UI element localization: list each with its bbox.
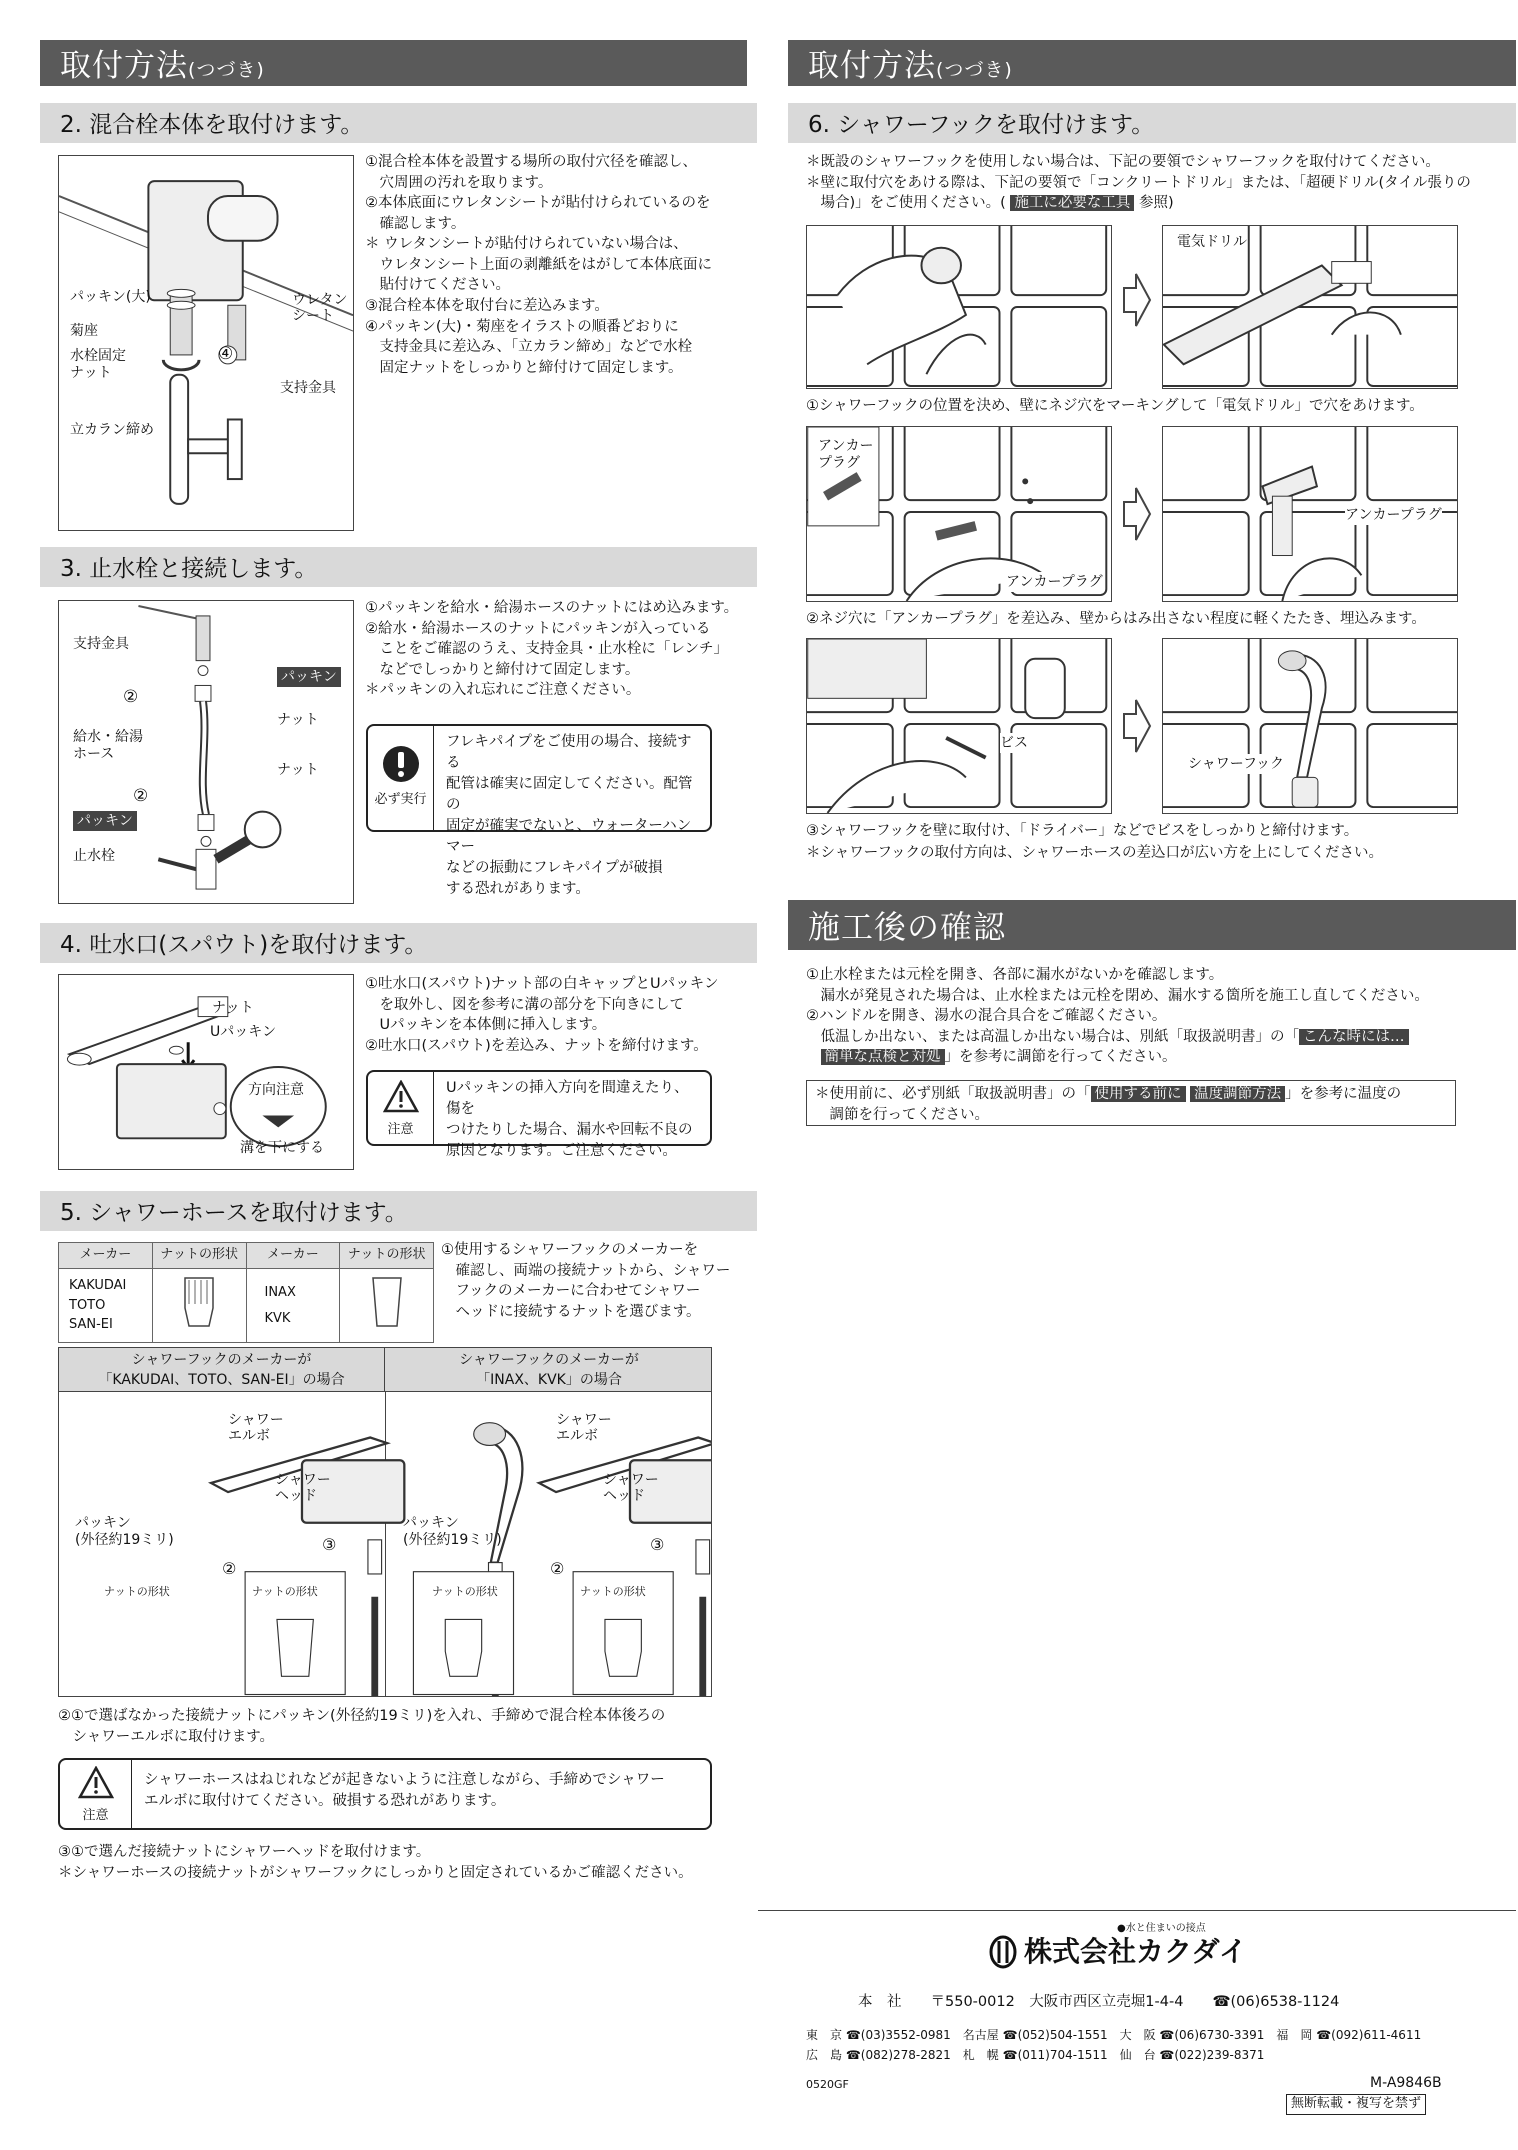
- footer-rule: [758, 1910, 1516, 1911]
- s2-steps: [365, 152, 712, 378]
- s5-a-nutshape2: ナットの形状: [252, 1585, 318, 1598]
- case-a-line: シャワーフックのメーカーが: [131, 1352, 312, 1368]
- s5-a-elbow2: エルボ: [228, 1428, 270, 1444]
- s3-steps: [365, 598, 738, 701]
- s4-note-line: 原因となります。ご注意ください。: [446, 1143, 677, 1160]
- s3-label-nut: ナット: [277, 712, 319, 728]
- table-header: ナットの形状: [152, 1243, 246, 1269]
- s4-label-groove: 溝を下にする: [240, 1140, 324, 1156]
- left-header: [40, 40, 747, 86]
- s6-label-hook: シャワーフック: [1188, 754, 1284, 774]
- footer-code: 0520GF: [806, 2078, 849, 2091]
- section-3-title: 3. 止水栓と接続します。: [40, 547, 757, 587]
- maker-name: SAN-EI: [69, 1317, 113, 1333]
- maker-name: KVK: [264, 1310, 291, 1326]
- s6-intro-line: [806, 193, 1471, 214]
- s2-label-num: ④: [218, 344, 234, 364]
- arrow-right-icon: [1122, 484, 1152, 544]
- s5-note-icon-label: 注意: [82, 1807, 109, 1823]
- hook-step3-before: [806, 638, 1112, 814]
- check-box-c: 調節を行ってください。: [815, 1106, 989, 1123]
- s2-step-line: ③混合栓本体を取付台に差込みます。: [365, 298, 609, 315]
- section-2-title: 2. 混合栓本体を取付けます。: [40, 103, 757, 143]
- warning-icon: [78, 1766, 114, 1800]
- s3-note-line: 配管は確実に固定してください。配管の: [446, 776, 693, 814]
- s5-step3: [58, 1842, 693, 1883]
- s3-step-line: ことをご確認のうえ、支持金具・止水栓に「レンチ」: [365, 641, 729, 658]
- s5-note-body: [144, 1770, 702, 1812]
- s5-b-nutshape1: ナットの形状: [432, 1585, 498, 1598]
- troubleshoot-tag: こんな時には…: [1299, 1029, 1409, 1045]
- check-box: [806, 1080, 1456, 1126]
- warning-icon: [383, 1080, 419, 1114]
- s5-a-elbow1: シャワー: [228, 1412, 284, 1428]
- hook-step3-after: [1162, 638, 1458, 814]
- s3-note-line: 固定が確実でないと、ウォーターハンマー: [446, 818, 692, 856]
- footer-hq: 本 社 〒550-0012 大阪市西区立売堀1-4-4 ☎(06)6538-1124: [858, 1994, 1340, 2010]
- s2-step-line: ②本体底面にウレタンシートが貼付けられているのを: [365, 195, 711, 212]
- s4-note-body: [446, 1078, 702, 1162]
- s5-step3-line: ＊シャワーホースの接続ナットがシャワーフックにしっかりと固定されているかご確認ください。: [58, 1864, 693, 1881]
- arrow-right-icon: [1122, 270, 1152, 330]
- footer-doc-number: M-A9846B: [1370, 2075, 1442, 2091]
- s6-caption-3: ③シャワーフックを壁に取付け、「ドライバー」などでビスをしっかりと締付けます。: [806, 823, 1359, 839]
- s6-label-screw: ビス: [1000, 733, 1028, 753]
- left-header-title: 取付方法: [60, 48, 188, 84]
- figure-shower-cases: [58, 1347, 712, 1697]
- hook-step1-before: [806, 225, 1112, 389]
- s4-label-nut: ナット: [212, 1000, 254, 1016]
- s2-step-line: ①混合栓本体を設置する場所の取付穴径を確認し、: [365, 154, 697, 170]
- s6-intro-line: ＊既設のシャワーフックを使用しない場合は、下記の要領でシャワーフックを取付けてください。: [806, 154, 1440, 170]
- s5-step2: [58, 1706, 665, 1747]
- table-cell-makers-b: [246, 1269, 340, 1343]
- s5-note-icon-cell: [60, 1760, 132, 1828]
- check-l4a: 低温しか出ない、または高温しか出ない場合は、別紙「取扱説明書」の「: [806, 1028, 1299, 1045]
- s4-step-line: を取外し、図を参考に溝の部分を下向きにして: [365, 996, 684, 1013]
- s4-note-icon-cell: [368, 1072, 434, 1144]
- check-line: ②ハンドルを開き、湯水の混合具合をご確認ください。: [806, 1008, 1167, 1025]
- s2-label-packing: パッキン(大): [70, 289, 151, 305]
- table-header: メーカー: [59, 1243, 153, 1269]
- check-line: [806, 1047, 1429, 1068]
- footer-tagline: ●水と住まいの接点: [1117, 1923, 1206, 1934]
- s2-step-line: 確認します。: [365, 215, 466, 232]
- s4-step-line: ②吐水口(スパウト)を差込み、ナットを締付けます。: [365, 1037, 708, 1054]
- s5-b-elbow2: エルボ: [556, 1428, 598, 1444]
- s5-step3-line: ③①で選んだ接続ナットにシャワーヘッドを取付けます。: [58, 1844, 431, 1860]
- case-b-line: 「INAX、KVK」の場合: [476, 1371, 622, 1388]
- s3-label-hose2: ホース: [73, 746, 115, 762]
- s6-label-drill: 電気ドリル: [1177, 232, 1247, 252]
- check-body: [806, 965, 1429, 1068]
- s3-step-line: ＊パッキンの入れ忘れにご注意ください。: [365, 682, 641, 699]
- right-header-title: 取付方法: [808, 48, 936, 84]
- s4-steps: [365, 974, 719, 1056]
- s5-a-pk1: パッキン: [75, 1515, 131, 1531]
- s5-step1-line: ヘッドに接続するナットを選びます。: [441, 1303, 701, 1320]
- s3-label-packing: パッキン: [277, 667, 341, 687]
- footer-branch2: 広 島 ☎(082)278-2821 札 幌 ☎(011)704-1511 仙 台 ☎(022)239-8371: [806, 2048, 1265, 2062]
- s6-label-anchor3: アンカープラグ: [1006, 572, 1103, 592]
- s2-label-urethane1: ウレタン: [292, 292, 348, 308]
- company-logo-icon: [988, 1935, 1018, 1969]
- check-box-b: 」を参考に温度の: [1285, 1086, 1402, 1102]
- s3-note-line: などの振動にフレキパイプが破損: [446, 860, 663, 877]
- s5-b-n3: ③: [650, 1535, 665, 1554]
- s5-b-head1: シャワー: [603, 1472, 659, 1488]
- table-header: メーカー: [246, 1243, 340, 1269]
- exclamation-icon: [381, 744, 421, 784]
- s2-step-line: 貼付けてください。: [365, 277, 510, 294]
- arrow-right-icon: [1122, 696, 1152, 756]
- footer-branch1: 東 京 ☎(03)3552-0981 名古屋 ☎(052)504-1551 大 阪 ☎(06)6730-3391 福 岡 ☎(092)611-4611: [806, 2028, 1422, 2042]
- s5-a-pk2: (外径約19ミリ): [75, 1532, 174, 1548]
- nut-shape-a-icon: [152, 1269, 246, 1343]
- case-a-line: 「KAKUDAI、TOTO、SAN-EI」の場合: [98, 1371, 345, 1388]
- nut-shape-table: [58, 1242, 434, 1343]
- s6-label-anchor1: アンカー: [818, 438, 874, 454]
- footer-company: 株式会社カクダイ: [1024, 1935, 1247, 1968]
- s6-caption-4: ＊シャワーフックの取付方向は、シャワーホースの差込口が広い方を上にしてください。: [806, 845, 1383, 861]
- s2-label-urethane2: シート: [292, 308, 334, 324]
- s5-a-head1: シャワー: [275, 1472, 331, 1488]
- check-line: ①止水栓または元栓を開き、各部に漏水がないかを確認します。: [806, 967, 1224, 983]
- s3-label-stop: 止水栓: [73, 848, 115, 864]
- s4-label-upacking: Uパッキン: [210, 1024, 277, 1040]
- s4-step-line: Uパッキンを本体側に挿入します。: [365, 1017, 607, 1034]
- s2-step-line: ④パッキン(大)・菊座をイラストの順番どおりに: [365, 318, 679, 335]
- s3-note-icon-label: 必ず実行: [374, 791, 427, 807]
- footer-copyright: 無断転載・複写を禁ず: [1286, 2094, 1426, 2115]
- s2-step-line: 固定ナットをしっかりと締付けて固定します。: [365, 359, 683, 376]
- check-line: 漏水が発見された場合は、止水栓または元栓を閉め、漏水する箇所を施工し直してください。: [806, 987, 1429, 1004]
- s4-step-line: ①吐水口(スパウト)ナット部の白キャップとUパッキン: [365, 976, 719, 992]
- s5-step1-line: フックのメーカーに合わせてシャワー: [441, 1283, 701, 1300]
- s6-intro: [806, 152, 1471, 214]
- s6-intro3a: 場合)」をご使用ください。(: [806, 195, 1006, 212]
- s2-step-line: 穴周囲の汚れを取ります。: [365, 174, 553, 191]
- s2-label-nut2: ナット: [70, 365, 112, 381]
- s2-label-support: 支持金具: [280, 380, 336, 396]
- s6-label-anchor2: プラグ: [818, 455, 860, 471]
- s4-note-line: つけたりした場合、漏水や回転不良の: [446, 1122, 693, 1139]
- section-6-title: 6. シャワーフックを取付けます。: [788, 103, 1516, 143]
- s3-label-support: 支持金具: [73, 636, 129, 652]
- s3-label-hose1: 給水・給湯: [73, 729, 143, 745]
- s3-note-line: する恐れがあります。: [446, 881, 590, 898]
- check-header: 施工後の確認: [788, 900, 1516, 950]
- s3-step-line: などでしっかりと締付けて固定します。: [365, 661, 640, 678]
- maker-name: KAKUDAI: [69, 1278, 127, 1294]
- s3-step-line: ①パッキンを給水・給湯ホースのナットにはめ込みます。: [365, 600, 739, 616]
- s6-caption-1: ①シャワーフックの位置を決め、壁にネジ穴をマーキングして「電気ドリル」で穴をあけます。: [806, 398, 1424, 414]
- s5-step1-line: ①使用するシャワーフックのメーカーを: [441, 1242, 699, 1258]
- right-header: [788, 40, 1516, 86]
- s2-label-tachi: 立カラン締め: [70, 422, 154, 438]
- s5-step1: [441, 1240, 730, 1322]
- s5-b-head2: ヘッド: [603, 1488, 645, 1504]
- table-cell-makers-a: [59, 1269, 153, 1343]
- s5-b-n2: ②: [550, 1559, 565, 1578]
- before-use-tag: 使用する前に: [1091, 1086, 1186, 1102]
- s5-b-pk2: (外径約19ミリ): [403, 1532, 502, 1548]
- s5-step2-line: シャワーエルボに取付けます。: [58, 1728, 275, 1745]
- figure-faucet-body: [58, 155, 354, 531]
- maker-name: TOTO: [69, 1297, 106, 1313]
- s4-label-dir: 方向注意: [248, 1082, 304, 1098]
- check-line: [806, 1027, 1429, 1048]
- s2-label-nut1: 水栓固定: [70, 348, 126, 364]
- case-a-header: [59, 1348, 385, 1392]
- nut-shape-b-icon: [340, 1269, 434, 1343]
- section-5-title: 5. シャワーホースを取付けます。: [40, 1191, 757, 1231]
- check-box-a: ＊使用前に、必ず別紙「取扱説明書」の「: [815, 1086, 1091, 1102]
- temperature-tag: 温度調節方法: [1190, 1086, 1285, 1102]
- s3-note-icon-cell: [368, 726, 434, 830]
- s3-note-body: [446, 732, 702, 900]
- section-4-title: 4. 吐水口(スパウト)を取付けます。: [40, 923, 757, 963]
- s5-b-elbow1: シャワー: [556, 1412, 612, 1428]
- s5-b-nutshape2: ナットの形状: [580, 1585, 646, 1598]
- case-b-header: [385, 1348, 712, 1392]
- s5-step1-line: 確認し、両端の接続ナットから、シャワー: [441, 1262, 731, 1279]
- s4-note-line: Uパッキンの挿入方向を間違えたり、傷を: [446, 1080, 689, 1118]
- s6-caption-2: ②ネジ穴に「アンカープラグ」を差込み、壁からはみ出さない程度に軽くたたき、埋込みます。: [806, 611, 1426, 627]
- s6-label-anchor4: アンカープラグ: [1345, 505, 1442, 525]
- s3-label-n2b: ②: [133, 786, 149, 806]
- s5-a-nutshape1: ナットの形状: [104, 1585, 170, 1598]
- s5-a-n3: ③: [322, 1535, 337, 1554]
- s4-note-icon-label: 注意: [387, 1121, 414, 1137]
- s5-note-line: シャワーホースはねじれなどが起きないように注意しながら、手締めでシャワー: [144, 1772, 665, 1788]
- s4-note-box: [366, 1070, 712, 1160]
- inspection-tag: 簡単な点検と対処: [821, 1049, 945, 1065]
- case-b-line: シャワーフックのメーカーが: [459, 1352, 639, 1368]
- s2-label-kikuza: 菊座: [70, 323, 98, 339]
- s5-b-pk1: パッキン: [403, 1515, 459, 1531]
- tool-reference-tag: 施工に必要な工具: [1010, 195, 1134, 211]
- s5-a-head2: ヘッド: [275, 1488, 317, 1504]
- s3-note-box: [366, 724, 712, 898]
- s3-note-line: フレキパイプをご使用の場合、接続する: [446, 734, 692, 772]
- s3-step-line: ②給水・給湯ホースのナットにパッキンが入っている: [365, 620, 711, 637]
- left-header-sub: (つづき): [188, 59, 265, 81]
- s6-intro3b: 参照): [1139, 195, 1174, 212]
- s5-a-n2: ②: [222, 1559, 237, 1578]
- s5-note-line: エルボに取付けてください。破損する恐れがあります。: [144, 1793, 506, 1810]
- s2-step-line: ＊ ウレタンシートが貼付けられていない場合は、: [365, 236, 688, 253]
- s6-intro-line: ＊壁に取付穴をあける際は、下記の要領で「コンクリートドリル」または、「超硬ドリル(タイル張りの: [806, 174, 1471, 191]
- s3-label-nut2: ナット: [277, 762, 319, 778]
- table-header: ナットの形状: [340, 1243, 434, 1269]
- s2-step-line: ウレタンシート上面の剥離紙をはがして本体底面に: [365, 256, 713, 273]
- s3-label-packing2: パッキン: [73, 811, 137, 831]
- right-header-sub: (つづき): [936, 59, 1013, 81]
- s3-label-n2: ②: [123, 687, 139, 707]
- s5-note-box: [58, 1758, 712, 1830]
- check-l5b: 」を参考に調節を行ってください。: [944, 1049, 1177, 1066]
- maker-name: INAX: [264, 1284, 296, 1300]
- s5-step2-line: ②①で選ばなかった接続ナットにパッキン(外径約19ミリ)を入れ、手締めで混合栓本体後ろの: [58, 1708, 666, 1724]
- s2-step-line: 支持金具に差込み、「立カラン締め」などで水栓: [365, 339, 693, 356]
